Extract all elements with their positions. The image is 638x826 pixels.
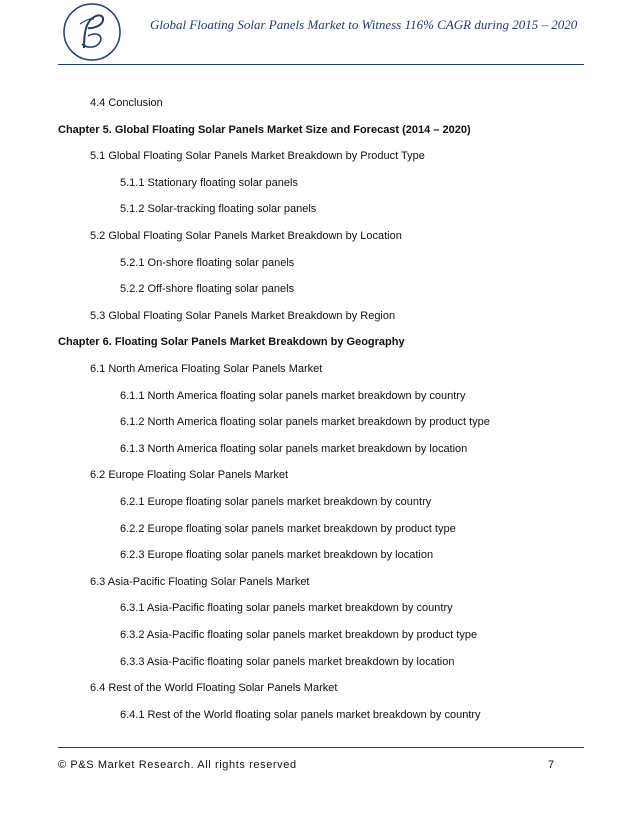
toc-section-item: 5.3 Global Floating Solar Panels Market Breakdown by Region <box>90 309 396 322</box>
toc-subsection-item: 6.1.1 North America floating solar panels market breakdown by country <box>120 389 466 402</box>
toc-section-item: 6.4 Rest of the World Floating Solar Panels Market <box>90 682 338 695</box>
toc-subsection-item: 6.1.2 North America floating solar panels market breakdown by product type <box>120 416 490 429</box>
header-divider <box>58 64 584 65</box>
toc-chapter-heading: Chapter 5. Global Floating Solar Panels Market Size and Forecast (2014 – 2020) <box>58 123 471 136</box>
toc-subsection-item: 5.2.1 On-shore floating solar panels <box>120 256 295 269</box>
toc-subsection-item: 5.2.2 Off-shore floating solar panels <box>120 283 295 296</box>
toc-section-item: 5.2 Global Floating Solar Panels Market Breakdown by Location <box>90 230 402 242</box>
toc-section-item: 4.4 Conclusion <box>90 97 163 109</box>
header-title: Global Floating Solar Panels Market to Witness 116% CAGR during 2015 – 2020 <box>150 17 578 32</box>
toc-section-item: 5.1 Global Floating Solar Panels Market Breakdown by Product Type <box>90 150 425 163</box>
ps-market-research-logo-icon <box>62 2 122 62</box>
toc-subsection-item: 5.1.2 Solar-tracking floating solar panels <box>120 203 317 216</box>
toc-section-item: 6.2 Europe Floating Solar Panels Market <box>90 469 289 482</box>
toc-chapter-heading: Chapter 6. Floating Solar Panels Market Breakdown by Geography <box>58 336 405 349</box>
toc-subsection-item: 6.3.3 Asia-Pacific floating solar panels market breakdown by location <box>120 655 455 668</box>
toc-subsection-item: 6.1.3 North America floating solar panels market breakdown by location <box>120 442 468 455</box>
toc-subsection-item: 6.2.3 Europe floating solar panels market breakdown by location <box>120 549 434 562</box>
toc-section-item: 6.1 North America Floating Solar Panels Market <box>90 363 323 375</box>
toc-subsection-item: 5.1.1 Stationary floating solar panels <box>120 176 298 189</box>
page-number: 7 <box>548 759 555 771</box>
footer-copyright: © P&S Market Research. All rights reserved <box>58 759 297 771</box>
footer-divider <box>58 747 584 748</box>
page-header <box>0 0 638 66</box>
toc-subsection-item: 6.2.1 Europe floating solar panels market breakdown by country <box>120 496 432 508</box>
toc-subsection-item: 6.3.1 Asia-Pacific floating solar panels market breakdown by country <box>120 602 453 615</box>
toc-section-item: 6.3 Asia-Pacific Floating Solar Panels Market <box>90 575 310 588</box>
toc-subsection-item: 6.2.2 Europe floating solar panels market breakdown by product type <box>120 522 456 535</box>
toc-subsection-item: 6.3.2 Asia-Pacific floating solar panels market breakdown by product type <box>120 629 478 641</box>
toc-subsection-item: 6.4.1 Rest of the World floating solar panels market breakdown by country <box>120 708 481 721</box>
